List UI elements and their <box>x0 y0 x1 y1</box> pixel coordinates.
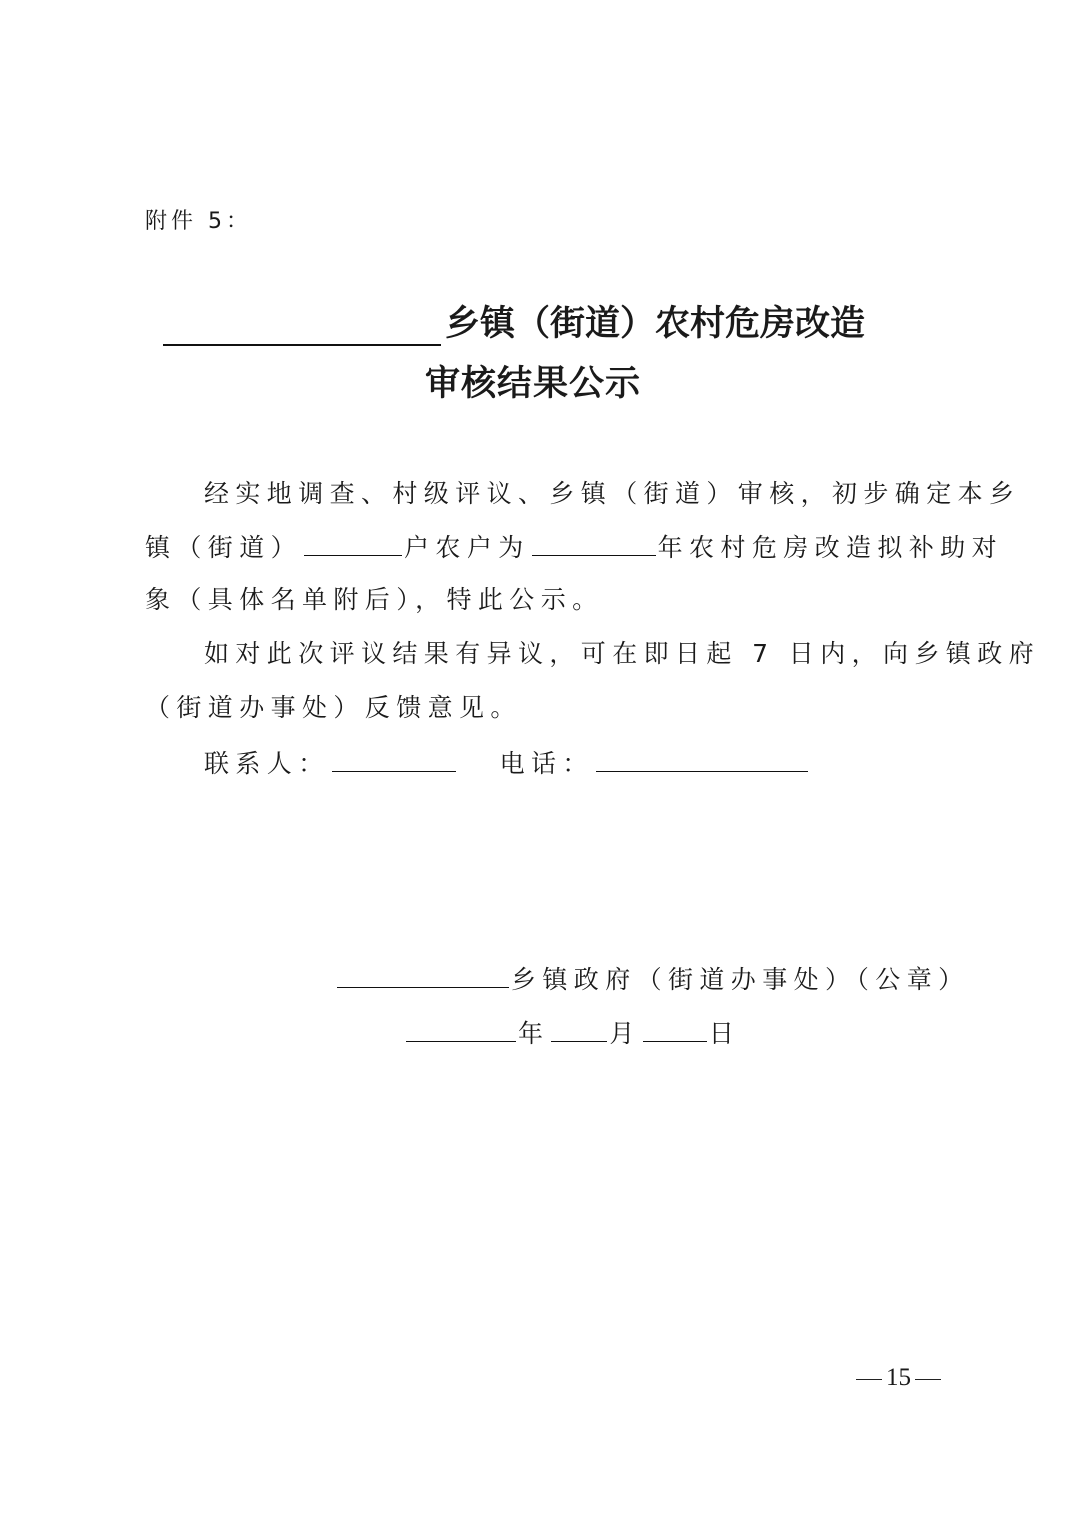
paragraph-1: 经实地调查、村级评议、乡镇（街道）审核，初步确定本乡 <box>204 479 1021 508</box>
paragraph-2-part-a: 镇（街道） <box>145 533 303 562</box>
page-number-text: 15 <box>886 1364 911 1391</box>
contact-person-label: 联系人： <box>204 749 330 778</box>
page-number <box>852 1364 945 1392</box>
day-label: 日 <box>708 1019 741 1048</box>
signature-org-label: 乡镇政府（街道办事处）（公章） <box>511 965 970 994</box>
signature-org-line <box>335 960 970 996</box>
household-count-blank <box>304 529 402 556</box>
title-blank-line <box>163 302 441 346</box>
paragraph-5: （街道办事处）反馈意见。 <box>145 693 522 722</box>
month-value-blank <box>551 1015 607 1042</box>
year-label: 年 <box>518 1019 550 1048</box>
paragraph-2-part-c: 年农村危房改造拟补助对 <box>657 533 1004 562</box>
title-line-2: 审核结果公示 <box>425 364 642 404</box>
paragraph-3: 象（具体名单附后），特此公示。 <box>145 585 604 614</box>
page-number-left-dash <box>856 1379 882 1380</box>
paragraph-2-part-b: 户农户为 <box>404 533 530 562</box>
page-number-right-dash <box>915 1379 941 1380</box>
signature-date-line <box>404 1014 740 1050</box>
phone-blank <box>596 745 808 772</box>
attachment-label: 附件 5： <box>145 209 252 234</box>
phone-label: 电话： <box>499 749 594 778</box>
year-blank <box>532 529 656 556</box>
contact-person-blank <box>332 745 456 772</box>
day-value-blank <box>643 1015 707 1042</box>
title-line-1-text: 乡镇（街道）农村危房改造 <box>445 304 866 344</box>
month-label: 月 <box>609 1019 641 1048</box>
paragraph-4: 如对此次评议结果有异议，可在即日起 7 日内，向乡镇政府 <box>204 639 1041 668</box>
org-name-blank <box>337 961 509 988</box>
paragraph-2 <box>145 528 1003 564</box>
year-value-blank <box>406 1015 516 1042</box>
contact-line <box>204 744 810 780</box>
title-line-1 <box>163 296 865 346</box>
